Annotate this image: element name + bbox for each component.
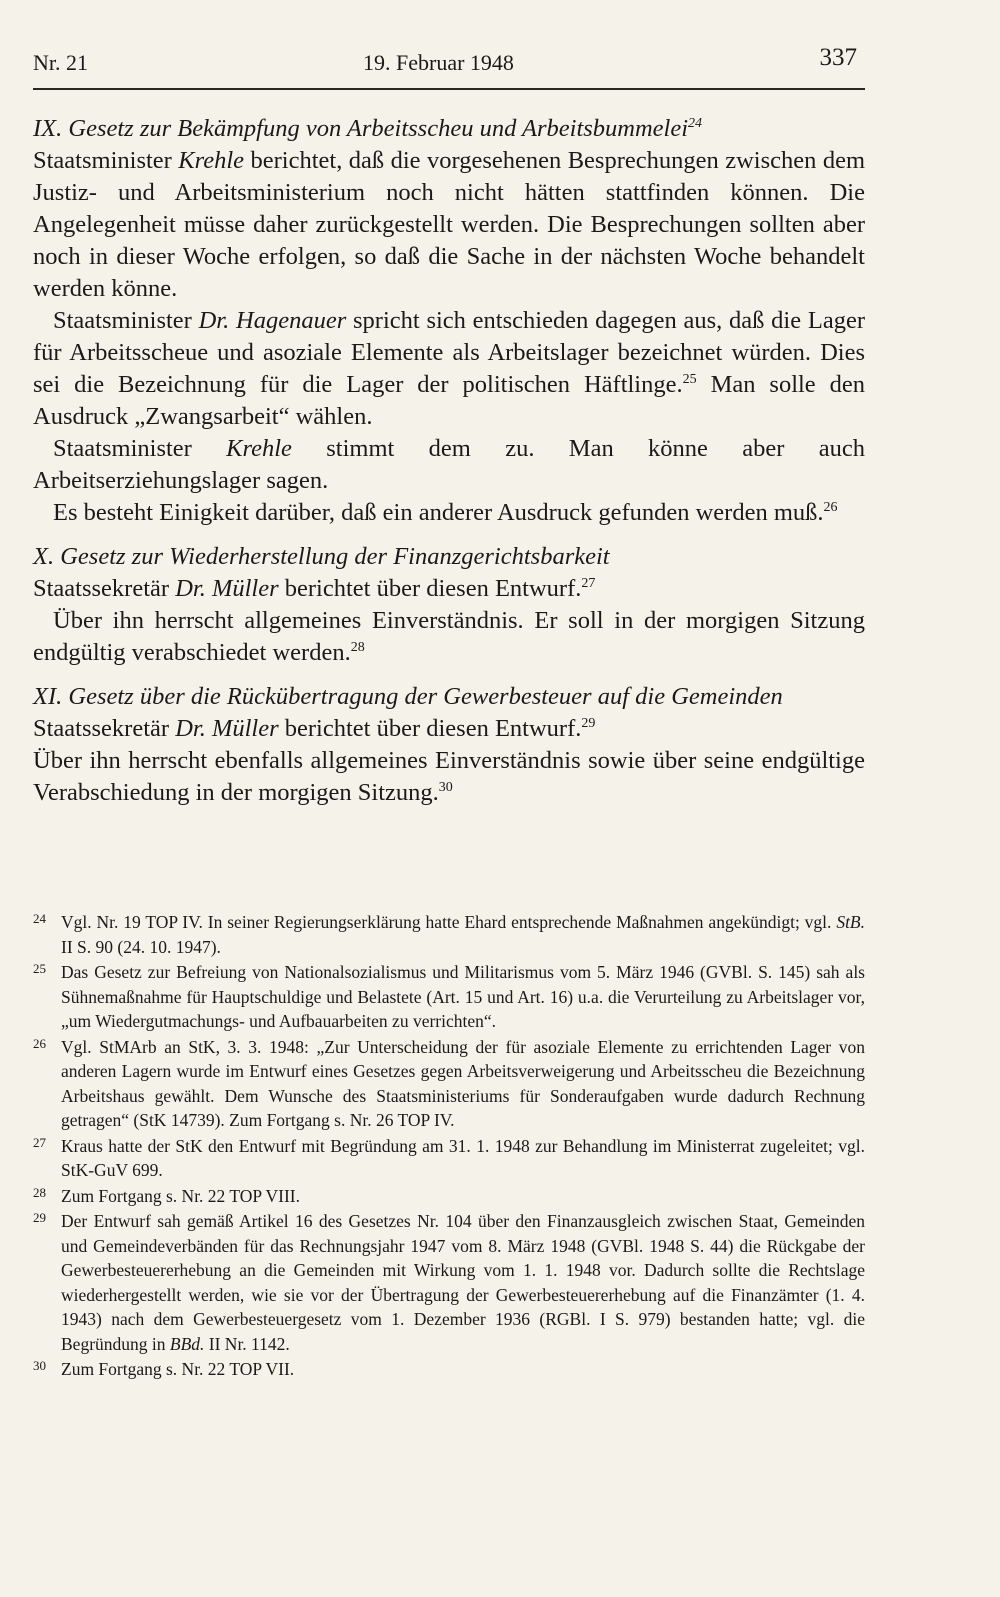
- paragraph: Staatsminister Krehle stimmt dem zu. Man könne aber auch Arbeitserziehungslager sagen.: [33, 435, 865, 494]
- footnote-ref-29[interactable]: 29: [581, 715, 596, 731]
- main-text: [33, 113, 865, 809]
- footnote-24: 24 Vgl. Nr. 19 TOP IV. In seiner Regierungserklärung hatte Ehard entsprechende Maßnahmen angekündigt; vgl. StB. II S. 90 (24. 10. 1947).: [33, 910, 865, 959]
- footnote-ref-25[interactable]: 25: [682, 371, 697, 387]
- footnote-ref-27[interactable]: 27: [581, 575, 596, 591]
- paragraph: Über ihn herrscht allgemeines Einverständnis. Er soll in der morgigen Sitzung endgültig verabschiedet werden.$^{28}$: [33, 607, 865, 666]
- footnote-ref-28[interactable]: 28: [350, 639, 365, 655]
- person-name: Dr. Müller: [175, 715, 279, 742]
- footnote-26: 26 Vgl. StMArb an StK, 3. 3. 1948: „Zur Unterscheidung der für asoziale Elemente zu errichtenden Lager von anderen Lagern wurde im Entwurf eines Gesetzes gegen Arbeitsverweigerung und Arbeitsscheu die Bezeichnung Arbeitshaus gewählt. Dem Wunsche des Staatsministeriums für Sonderaufgaben wurde dadurch Rechnung getragen“ (StK 14739). Zum Fortgang s. Nr. 26 TOP IV.: [33, 1035, 865, 1133]
- document-number: Nr. 21: [33, 50, 88, 75]
- paragraph: Staatsminister Krehle berichtet, daß die vorgesehenen Besprechungen zwischen dem Justiz- und Arbeitsministerium noch nicht hätten stattfinden können. Die Angelegenheit müsse daher zurückgestellt werden. Die Besprechungen sollten aber noch in dieser Woche erfolgen, so daß die Sache in der nächsten Woche behandelt werden könne.: [33, 147, 865, 302]
- person-name: Krehle: [178, 147, 245, 174]
- paragraph: Es besteht Einigkeit darüber, daß ein anderer Ausdruck gefunden werden muß.$^{26}$: [53, 499, 838, 526]
- paragraph: Staatsminister Dr. Hagenauer spricht sich entschieden dagegen aus, daß die Lager für Arbeitsscheue und asoziale Elemente als Arbeitslager bezeichnet würden. Dies sei die Bezeichnung für die Lager der politischen Häftlinge.$^{25}$ Man solle den Ausdruck „Zwangsarbeit“ wählen.: [33, 307, 865, 430]
- person-name: Dr. Hagenauer: [198, 307, 347, 334]
- person-name: Dr. Müller: [175, 575, 279, 602]
- paragraph: Staatssekretär Dr. Müller berichtet über diesen Entwurf.$^{27}$: [33, 575, 596, 602]
- footnote-ref-26[interactable]: 26: [823, 499, 838, 515]
- page-number: 337: [819, 44, 857, 71]
- footnote-ref-30[interactable]: 30: [438, 779, 453, 795]
- footnotes: [33, 910, 865, 1383]
- section-heading-x: X. Gesetz zur Wiederherstellung der Finanzgerichtsbarkeit: [33, 543, 610, 570]
- footnote-number: 27: [33, 1134, 46, 1150]
- footnote-25: 25 Das Gesetz zur Befreiung von Nationalsozialismus und Militarismus vom 5. März 1946 (GVBl. S. 145) sah als Sühnemaßnahme für Hauptschuldige und Belastete (Art. 15 und Art. 16) u.a. die Verurteilung zu Arbeitslager vor, „um Wiedergutmachungs- und Aufbauarbeiten zu verrichten“.: [33, 960, 865, 1034]
- footnote-number: 28: [33, 1184, 46, 1200]
- footnote-number: 25: [33, 961, 46, 976]
- footnote-29: 29 Der Entwurf sah gemäß Artikel 16 des Gesetzes Nr. 104 über den Finanzausgleich zwischen Staat, Gemeinden und Gemeindeverbänden für das Rechnungsjahr 1947 vom 8. März 1948 (GVBl. 1948 S. 44) die Rückgabe der Gewerbesteuererhebung an die Gemeinden mit Wirkung vom 1. 1. 1948 vor. Dadurch sollte die Rechtslage wiederhergestellt werden, wie sie vor der Übertragung der Gewerbesteuererhebung auf die Finanzämter (1. 4. 1943) nach dem Gewerbesteuergesetz vom 1. Dezember 1936 (RGBl. I S. 979) bestanden hatte; vgl. die Begründung in BBd. II Nr. 1142.: [33, 1209, 865, 1356]
- footnote-ref-24[interactable]: 24: [688, 115, 703, 131]
- section-heading-xi: XI. Gesetz über die Rückübertragung der Gewerbesteuer auf die Gemeinden: [33, 683, 783, 710]
- header-date: 19. Februar 1948: [363, 50, 514, 75]
- footnote-number: 26: [33, 1035, 46, 1051]
- footnote-number: 30: [33, 1358, 46, 1373]
- footnote-30: 30 Zum Fortgang s. Nr. 22 TOP VII.: [33, 1357, 865, 1382]
- footnote-27: 27 Kraus hatte der StK den Entwurf mit Begründung am 31. 1. 1948 zur Behandlung im Ministerrat zugeleitet; vgl. StK-GuV 699.: [33, 1134, 865, 1183]
- paragraph: Staatssekretär Dr. Müller berichtet über diesen Entwurf.$^{29}$: [33, 715, 596, 742]
- footnote-number: 24: [33, 911, 46, 926]
- section-heading-ix: IX. Gesetz zur Bekämpfung von Arbeitsscheu und Arbeitsbummelei$^{24}$: [33, 115, 703, 142]
- footnote-28: 28 Zum Fortgang s. Nr. 22 TOP VIII.: [33, 1184, 865, 1209]
- paragraph: Über ihn herrscht ebenfalls allgemeines Einverständnis sowie über seine endgültige Verabschiedung in der morgigen Sitzung.$^{30}$: [33, 747, 865, 806]
- person-name: Krehle: [226, 435, 292, 462]
- footnote-number: 29: [33, 1210, 46, 1225]
- running-header: [33, 44, 865, 90]
